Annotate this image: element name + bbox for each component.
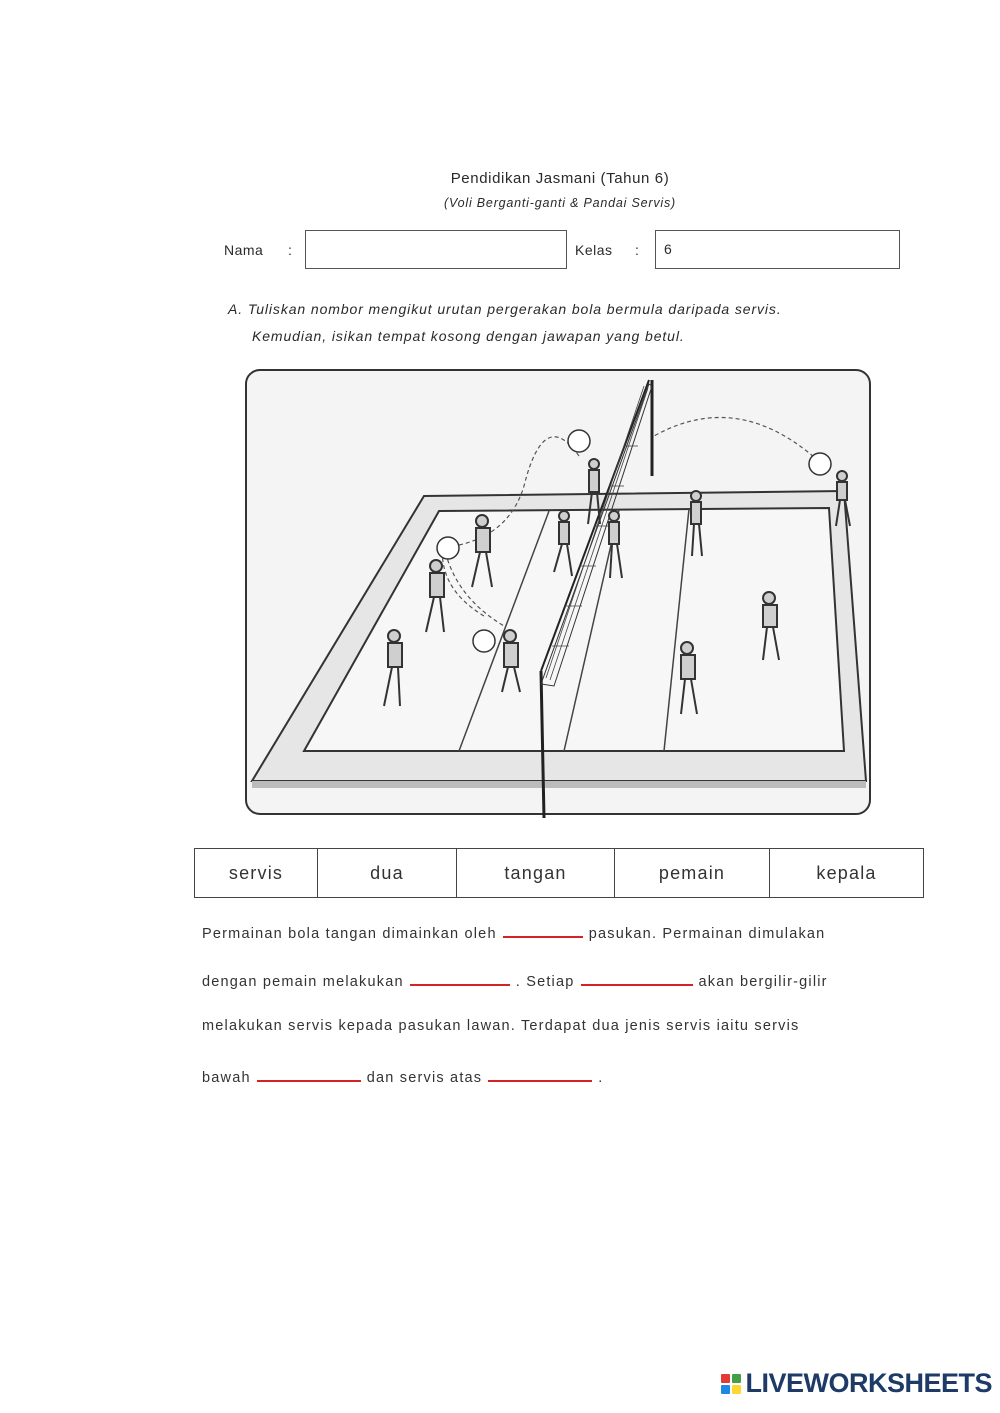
class-colon: : [635,242,640,258]
answer-blank-2[interactable] [410,970,510,986]
paragraph-line-1 [202,922,898,942]
word-bank-table [194,848,924,898]
text-segment: . Setiap [515,974,575,990]
answer-blank-5[interactable] [488,1066,592,1082]
answer-blank-3[interactable] [581,970,693,986]
class-input[interactable]: 6 [655,230,900,269]
text-segment: dan servis atas [366,1070,483,1086]
class-label: Kelas [575,242,613,258]
volleyball-court-illustration [244,366,874,818]
answer-blank-1[interactable] [503,922,583,938]
word-bank-row [195,849,924,898]
answer-blank-4[interactable] [257,1066,361,1082]
text-segment: dengan pemain melakukan [202,974,404,990]
word-bank-item[interactable]: kepala [770,849,924,898]
paragraph-line-2 [202,970,898,990]
word-bank-item[interactable]: servis [195,849,318,898]
page-subtitle: (Voli Berganti-ganti & Pandai Servis) [443,196,676,210]
instructions [228,296,888,350]
page-title: Pendidikan Jasmani (Tahun 6) [450,170,670,187]
instruction-line-2: Kemudian, isikan tempat kosong dengan jawapan yang betul. [252,328,685,344]
paragraph-line-3: melakukan servis kepada pasukan lawan. Terdapat dua jenis servis iaitu servis [202,1018,800,1034]
instruction-line-1: A. Tuliskan nombor mengikut urutan pergerakan bola bermula daripada servis. [228,301,782,317]
text-segment: pasukan. Permainan dimulakan [588,926,826,942]
word-bank-item[interactable]: dua [318,849,457,898]
text-segment: Permainan bola tangan dimainkan oleh [202,926,497,942]
text-segment: . [598,1070,604,1086]
word-bank-item[interactable]: pemain [615,849,770,898]
name-colon: : [288,242,293,258]
liveworksheets-icon [721,1374,741,1394]
brand-name: LIVEWORKSHEETS [745,1368,992,1398]
text-segment: bawah [202,1070,251,1086]
liveworksheets-logo [721,1368,992,1399]
word-bank-item[interactable]: tangan [457,849,615,898]
name-label: Nama [224,242,264,258]
paragraph-line-4 [202,1066,898,1086]
name-input[interactable] [305,230,567,269]
text-segment: akan bergilir-gilir [698,974,828,990]
